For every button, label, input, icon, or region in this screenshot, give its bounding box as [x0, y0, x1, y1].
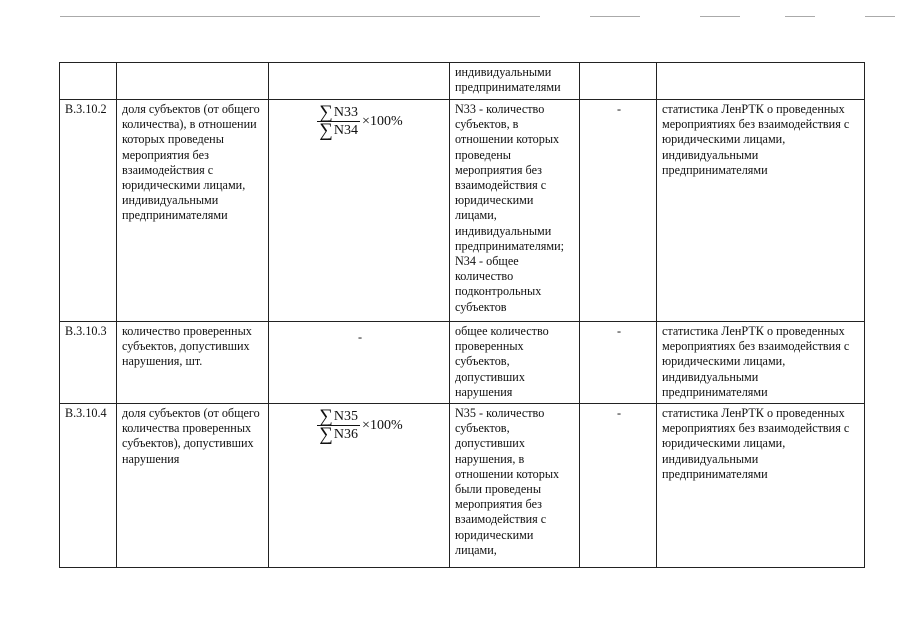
indicator-code-cell: В.3.10.3: [60, 322, 117, 404]
denominator-label: N34: [333, 123, 359, 138]
definition-cell: N35 - количество субъектов, допустивших нарушения, в отношении которых были проведены мероприятия без взаимодействия с юридическими лицами,: [450, 404, 580, 568]
source-cell: статистика ЛенРТК о проведенных мероприятиях без взаимодействия с юридическими лицами, индивидуальными предпринимателями: [657, 404, 865, 568]
value-cell: [580, 63, 657, 100]
formula-cell: [269, 404, 450, 568]
value-cell: -: [580, 100, 657, 322]
value-cell: -: [580, 404, 657, 568]
scan-top-line: [785, 16, 815, 17]
formula-fraction: [317, 406, 403, 445]
scan-top-line: [60, 16, 540, 17]
formula-denominator: [317, 120, 360, 141]
sum-icon: ∑: [319, 406, 333, 427]
formula-multiplier: ×100%: [362, 114, 403, 129]
table-row: [60, 63, 865, 100]
indicator-code-cell: [60, 63, 117, 100]
definition-cell: индивидуальными предпринимателями: [450, 63, 580, 100]
formula-denominator: [317, 424, 360, 445]
sum-icon: ∑: [319, 102, 333, 123]
definition-cell: общее количество проверенных субъектов, допустивших нарушения: [450, 322, 580, 404]
sum-icon: ∑: [319, 424, 333, 445]
formula-cell: [269, 100, 450, 322]
scan-top-line: [865, 16, 895, 17]
numerator-label: N35: [333, 409, 359, 424]
denominator-label: N36: [333, 427, 359, 442]
scan-top-line: [700, 16, 740, 17]
indicator-name-cell: [117, 63, 269, 100]
definition-cell: N33 - количество субъектов, в отношении которых проведены мероприятия без взаимодействия с юридическими лицами, индивидуальными предпринимателями; N34 - общее количество подконтрольных субъектов: [450, 100, 580, 322]
source-cell: статистика ЛенРТК о проведенных мероприятиях без взаимодействия с юридическими лицами, индивидуальными предпринимателями: [657, 100, 865, 322]
indicator-code-cell: В.3.10.4: [60, 404, 117, 568]
numerator-label: N33: [333, 105, 359, 120]
scan-top-line: [590, 16, 640, 17]
indicator-name-cell: доля субъектов (от общего количества проверенных субъектов), допустивших нарушения: [117, 404, 269, 568]
table-row: [60, 322, 865, 404]
indicator-name-cell: количество проверенных субъектов, допустивших нарушения, шт.: [117, 322, 269, 404]
formula-multiplier: ×100%: [362, 418, 403, 433]
source-cell: статистика ЛенРТК о проведенных мероприятиях без взаимодействия с юридическими лицами, индивидуальными предпринимателями: [657, 322, 865, 404]
formula-cell: [269, 322, 450, 404]
formula-fraction: [317, 102, 403, 141]
formula-dash: -: [357, 330, 363, 344]
indicator-table: [59, 62, 865, 568]
sum-icon: ∑: [319, 120, 333, 141]
value-cell: -: [580, 322, 657, 404]
table-row: [60, 100, 865, 322]
indicator-name-cell: доля субъектов (от общего количества), в отношении которых проведены мероприятия без взаимодействия с юридическими лицами, индивидуальными предпринимателями: [117, 100, 269, 322]
indicator-code-cell: В.3.10.2: [60, 100, 117, 322]
table-row: [60, 404, 865, 568]
formula-cell: [269, 63, 450, 100]
source-cell: [657, 63, 865, 100]
